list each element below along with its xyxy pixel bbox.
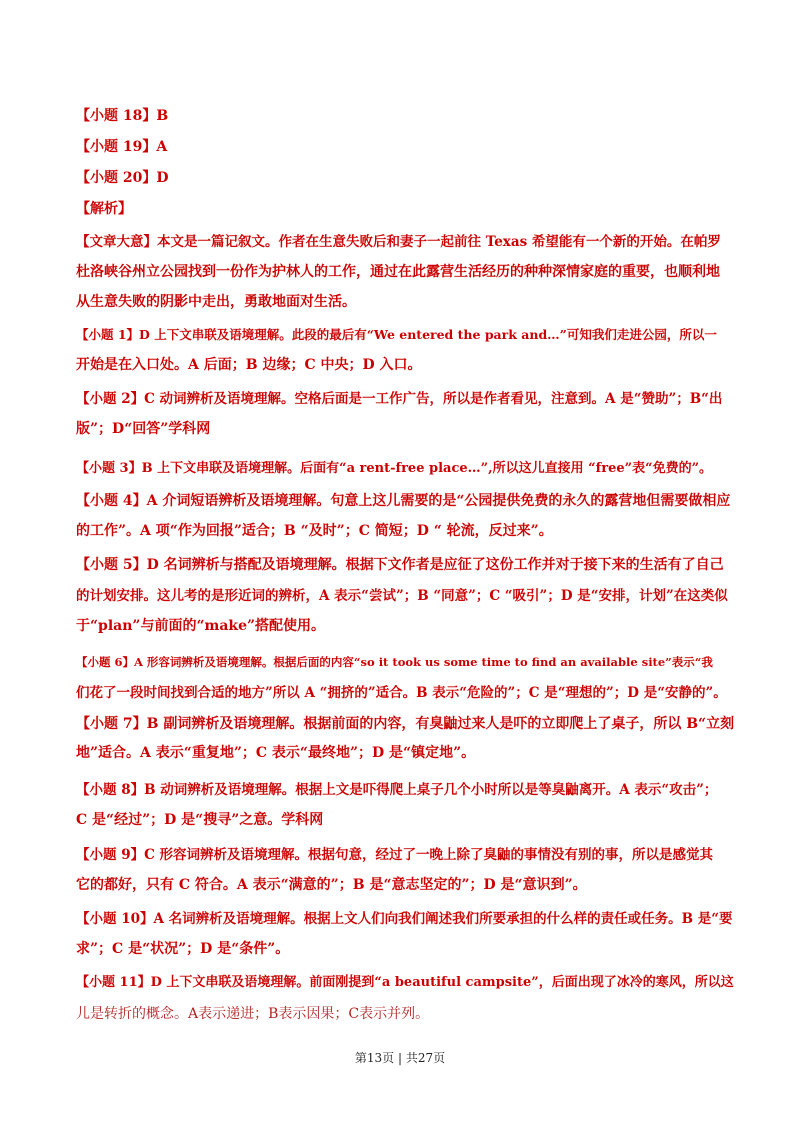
text-line: 从生意失败的阴影中走出，勇敢地面对生活。	[76, 294, 356, 310]
text-line: 于“plan”与前面的“make”搭配使用。	[76, 618, 326, 634]
answer-line: 【小题 19】A	[76, 139, 168, 155]
text-line: 【小题 2】C 动词辨析及语境理解。空格后面是一工作广告，所以是作者看见，注意到。A 是“赞助”；B“出	[76, 391, 723, 407]
text-line: 【小题 6】A 形容词辨析及语境理解。根据后面的内容“so it took us some time to find an available site”表示“我	[76, 655, 713, 669]
text-line: 【小题 11】D 上下文串联及语境理解。前面刚提到“a beautiful campsite”，后面出现了冰冷的寒风，所以这	[76, 975, 734, 990]
text-line: 【小题 10】A 名词辨析及语境理解。根据上文人们向我们阐述我们所要承担的什么样的责任或任务。B 是“要	[76, 911, 733, 927]
text-line: 地”适合。A 表示“重复地”；C 表示“最终地”；D 是“镇定地”。	[76, 745, 476, 761]
text-line: 【文章大意】本文是一篇记叙文。作者在生意失败后和妻子一起前往 Texas 希望能有一个新的开始。在帕罗	[76, 234, 721, 250]
text-line: 【小题 7】B 副词辨析及语境理解。根据前面的内容，有臭鼬过来人是吓的立即爬上了桌子，所以 B“立刻	[76, 716, 735, 732]
text-line: 们花了一段时间找到合适的地方”所以 A “拥挤的”适合。B 表示“危险的”；C 是“理想的”；D 是“安静的”。	[76, 685, 727, 701]
text-line: 的计划安排。这儿考的是形近词的辨析，A 表示“尝试”；B “同意”；C “吸引”；D 是“安排，计划”在这类似	[76, 588, 728, 604]
text-line: 它的都好，只有 C 符合。A 表示“满意的”；B 是“意志坚定的”；D 是“意识到”。	[76, 877, 587, 893]
text-line: 【小题 3】B 上下文串联及语境理解。后面有“a rent-free place…”,所以这儿直接用 “free”表“免费的”。	[76, 461, 713, 476]
text-line: C 是“经过”；D 是“搜寻”之意。学科网	[76, 812, 324, 828]
page-number: 第13页 | 共27页	[354, 1051, 446, 1065]
text-line: 开始是在入口处。A 后面；B 边缘；C 中央；D 入口。	[76, 357, 422, 373]
analysis-heading: 【解析】	[76, 201, 132, 217]
text-line: 儿是转折的概念。A表示递进；B表示因果；C表示并列。	[76, 1006, 430, 1022]
text-line: 【小题 4】A 介词短语辨析及语境理解。句意上这儿需要的是“公园提供免费的永久的露营地但需要做相应	[76, 493, 731, 509]
answer-line: 【小题 20】D	[76, 170, 169, 186]
answer-line: 【小题 18】B	[76, 108, 169, 124]
text-line: 【小题 9】C 形容词辨析及语境理解。根据句意，经过了一晚上除了臭鼬的事情没有别的事，所以是感觉其	[76, 847, 714, 863]
text-line: 版”；D“回答”学科网	[76, 421, 211, 437]
text-line: 的工作”。A 项“作为回报”适合；B “及时”；C 简短；D “ 轮流，反过来”。	[76, 523, 553, 539]
text-line: 【小题 5】D 名词辨析与搭配及语境理解。根据下文作者是应征了这份工作并对于接下来的生活有了自己	[76, 557, 724, 573]
text-line: 【小题 1】D 上下文串联及语境理解。此段的最后有“We entered the park and…”可知我们走进公园，所以一	[76, 327, 717, 342]
text-line: 求”；C 是“状况”；D 是“条件”。	[76, 941, 290, 957]
text-line: 杜洛峡谷州立公园找到一份作为护林人的工作，通过在此露营生活经历的种种深情家庭的重要，也顺利地	[76, 264, 720, 280]
text-line: 【小题 8】B 动词辨析及语境理解。根据上文是吓得爬上桌子几个小时所以是等臭鼬离开。A 表示“攻击”；	[76, 782, 718, 798]
